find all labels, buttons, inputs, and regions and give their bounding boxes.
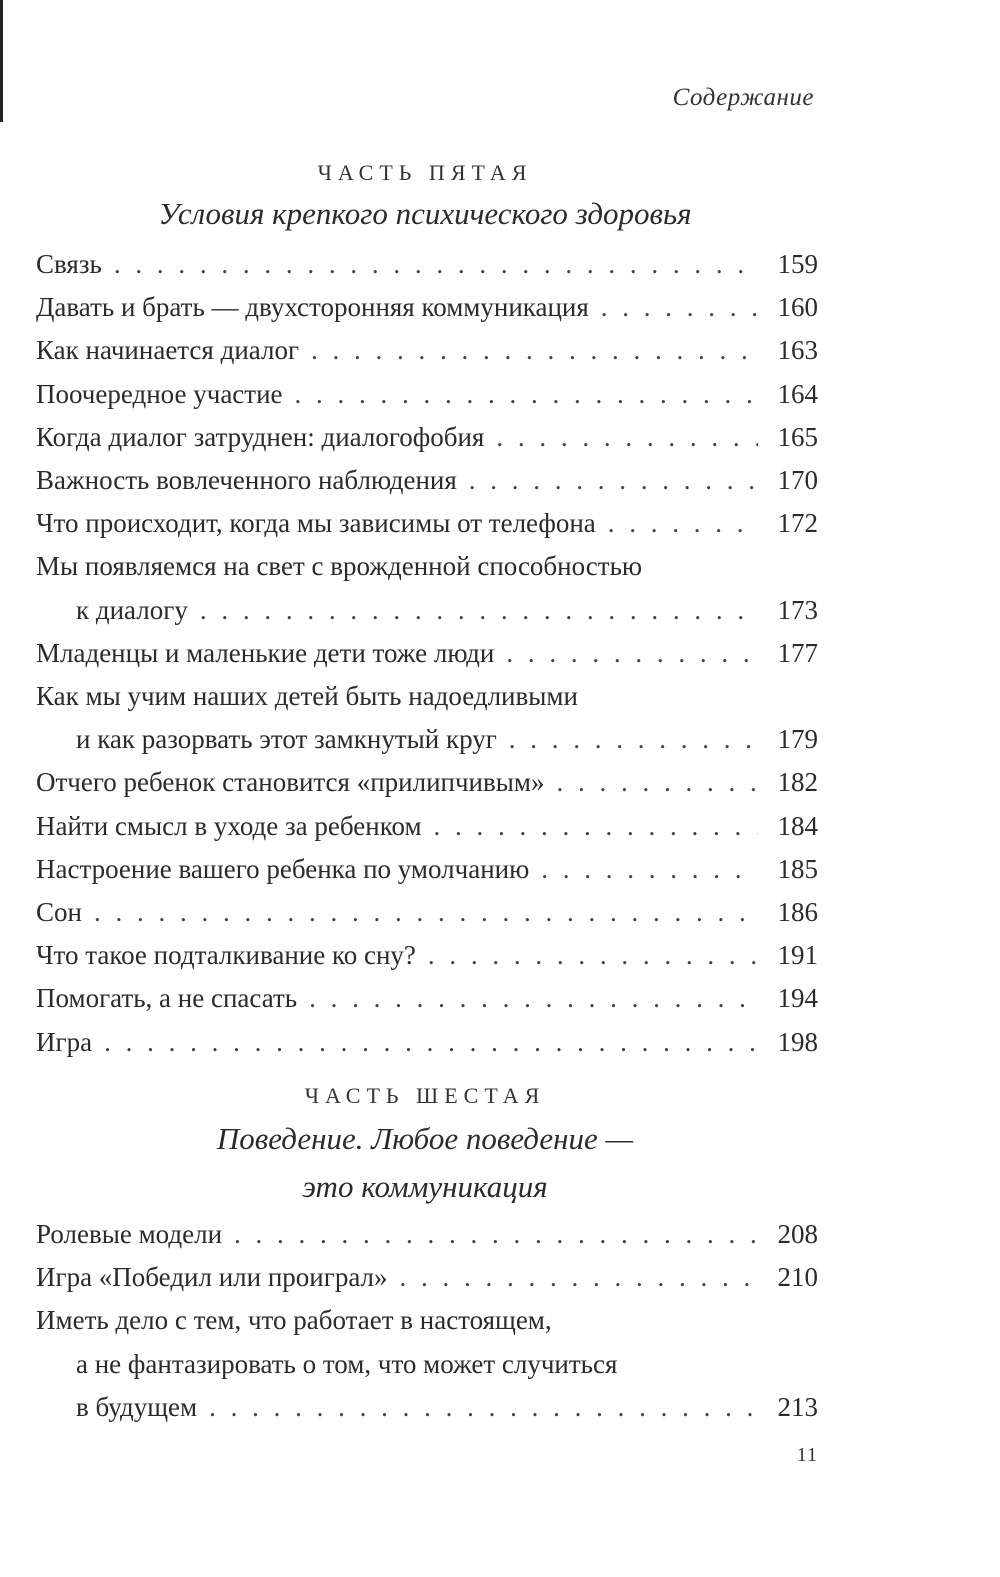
toc-page-number: 170 (777, 465, 818, 496)
dot-leader (469, 459, 758, 502)
dot-leader (601, 286, 758, 329)
toc-entry-line (36, 761, 818, 804)
dot-leader (295, 373, 758, 416)
toc-entry (36, 761, 818, 804)
toc-entry (36, 848, 818, 891)
toc-entry-title: Важность вовлеченного наблюдения (36, 465, 457, 496)
toc-entry-title: к диалогу (76, 594, 188, 625)
toc-page-number: 198 (777, 1026, 818, 1057)
toc-entry (36, 459, 818, 502)
toc-entry-title: Найти смысл в уходе за ребенком (36, 810, 422, 841)
toc-entry-line (36, 632, 818, 675)
toc-entry-line (36, 416, 818, 459)
toc-entry (36, 373, 818, 416)
toc-entry-line (36, 589, 818, 632)
dot-leader (434, 805, 758, 848)
toc-page-number: 163 (777, 335, 818, 366)
toc-entry (36, 329, 818, 372)
toc-page-number: 164 (777, 378, 818, 409)
toc-entry-title: Связь (36, 249, 102, 279)
toc-entry-title: Младенцы и маленькие дети тоже люди (36, 637, 495, 668)
dot-leader (541, 848, 758, 891)
toc-entry (36, 416, 818, 459)
toc-entry-title: и как разорвать этот замкнутый круг (76, 724, 497, 755)
part-six-title-line: это коммуникация (302, 1169, 548, 1204)
dot-leader (309, 977, 758, 1020)
toc-entry-title: Помогать, а не спасать (36, 983, 298, 1014)
toc-page-number: 177 (777, 637, 818, 668)
toc-entry (36, 545, 818, 631)
toc-page-number: 186 (777, 897, 818, 928)
toc-page-number: 160 (777, 292, 818, 323)
toc-entry (36, 1299, 818, 1429)
dot-leader (506, 632, 758, 675)
toc-entry (36, 675, 818, 761)
part-five-title-line: Условия крепкого психического здоровья (158, 196, 692, 231)
toc-entry-title: Игра (36, 1026, 93, 1057)
dot-leader (209, 1386, 758, 1429)
dot-leader (311, 329, 758, 372)
toc-entry (36, 1021, 818, 1064)
toc-entry (36, 1256, 818, 1299)
toc-entry-line (36, 675, 818, 718)
toc-entry-line (36, 891, 818, 934)
toc-entry-title: Как мы учим наших детей быть надоедливыми (36, 681, 578, 712)
dot-leader (496, 416, 758, 459)
toc-page-number: 172 (777, 508, 818, 539)
toc-entry-title: Что происходит, когда мы зависимы от телефона (36, 508, 596, 539)
toc-entry-line (36, 243, 818, 286)
part-five-toc (36, 243, 818, 1064)
toc-entry-line (36, 286, 818, 329)
toc-entry-title: а не фантазировать о том, что может случиться (76, 1348, 618, 1379)
toc-entry-line (36, 718, 818, 761)
toc-entry-line (36, 1021, 818, 1064)
page-number: 11 (796, 1444, 818, 1466)
dot-leader (114, 243, 758, 286)
toc-entry-line (36, 459, 818, 502)
toc-entry-title: Давать и брать — двухсторонняя коммуникация (36, 292, 589, 323)
toc-page-number: 173 (777, 594, 818, 625)
toc-entry-title: Иметь дело с тем, что работает в настоящем, (36, 1305, 552, 1336)
toc-entry (36, 1213, 818, 1256)
toc-entry-line (36, 934, 818, 977)
toc-entry-line (36, 848, 818, 891)
toc-entry (36, 891, 818, 934)
dot-leader (200, 589, 758, 632)
dot-leader (104, 1021, 758, 1064)
toc-entry (36, 977, 818, 1020)
toc-entry-line (36, 977, 818, 1020)
toc-entry (36, 502, 818, 545)
toc-page-number: 208 (777, 1219, 818, 1249)
toc-entry (36, 934, 818, 977)
running-head: Содержание (672, 84, 814, 111)
toc-entry (36, 243, 818, 286)
toc-entry-title: Игра «Победил или проиграл» (36, 1262, 388, 1293)
toc-entry-line (36, 1213, 818, 1256)
toc-entry-title: Поочередное участие (36, 378, 283, 409)
toc-entry-line (36, 545, 818, 588)
part-six-title-line: Поведение. Любое поведение — (216, 1121, 634, 1156)
dot-leader (556, 761, 758, 804)
toc-entry-line (36, 373, 818, 416)
toc-page-number: 159 (777, 249, 818, 279)
toc-entry-title: в будущем (76, 1391, 198, 1422)
part-six-toc (36, 1213, 818, 1429)
dot-leader (428, 934, 758, 977)
part-five-label: ЧАСТЬ ПЯТАЯ (317, 160, 533, 185)
toc-page-number: 182 (777, 767, 818, 798)
toc-page-number: 179 (777, 724, 818, 755)
toc-entry-line (36, 502, 818, 545)
dot-leader (234, 1213, 758, 1256)
part-six-title (0, 1115, 850, 1211)
toc-entry-line (36, 1299, 818, 1342)
toc-entry (36, 805, 818, 848)
toc-entry-title: Сон (36, 897, 82, 928)
toc-page-number: 184 (777, 810, 818, 841)
dot-leader (400, 1256, 758, 1299)
toc-entry-line (36, 1256, 818, 1299)
toc-entry-title: Мы появляемся на свет с врожденной способностью (36, 551, 643, 582)
toc-page-number: 185 (777, 853, 818, 884)
toc-entry-title: Когда диалог затруднен: диалогофобия (36, 421, 485, 452)
toc-entry-title: Что такое подталкивание ко сну? (36, 940, 416, 971)
page-edge-line (0, 0, 3, 122)
part-six-label: ЧАСТЬ ШЕСТАЯ (304, 1083, 546, 1108)
toc-entry-line (36, 1343, 818, 1386)
toc-entry (36, 632, 818, 675)
toc-page-number: 194 (777, 983, 818, 1014)
toc-page-number: 213 (777, 1391, 818, 1422)
dot-leader (509, 718, 758, 761)
toc-entry (36, 286, 818, 329)
toc-entry-line (36, 1386, 818, 1429)
toc-entry-line (36, 329, 818, 372)
toc-page-number: 210 (777, 1262, 818, 1293)
dot-leader (608, 502, 758, 545)
toc-entry-title: Как начинается диалог (36, 335, 300, 366)
toc-page-number: 191 (777, 940, 818, 971)
dot-leader (94, 891, 758, 934)
toc-page-number: 165 (777, 421, 818, 452)
toc-entry-line (36, 805, 818, 848)
toc-entry-title: Отчего ребенок становится «прилипчивым» (36, 767, 545, 798)
part-five-title (0, 190, 850, 238)
toc-entry-title: Ролевые модели (36, 1219, 223, 1249)
toc-entry-title: Настроение вашего ребенка по умолчанию (36, 853, 530, 884)
